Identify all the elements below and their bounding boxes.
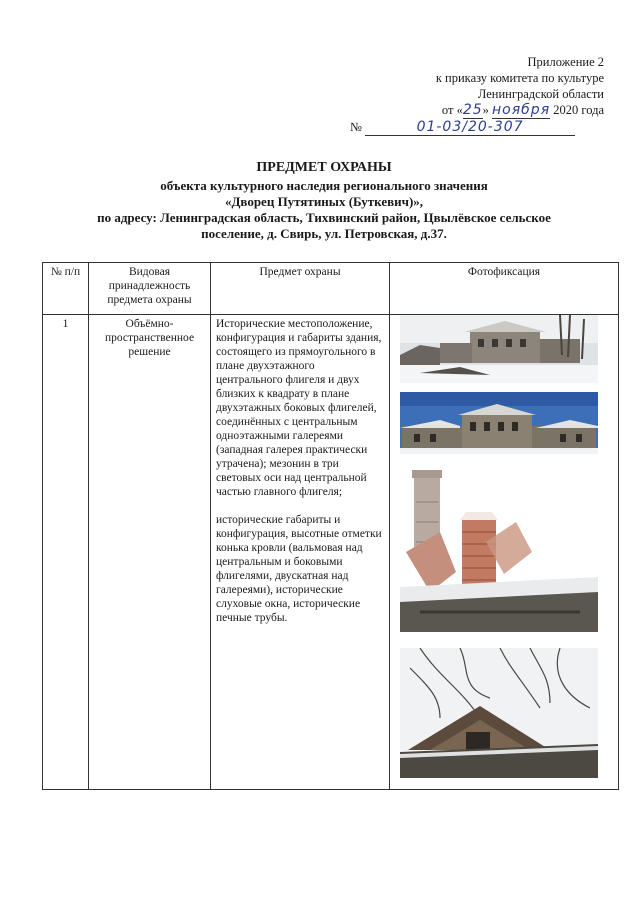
attachment-number: № 01-03/20-307 bbox=[344, 119, 604, 136]
photo-dormer-window bbox=[400, 648, 598, 778]
photo-building-overview bbox=[400, 315, 598, 383]
row-description bbox=[211, 315, 390, 790]
heading-line-3: по адресу: Ленинградская область, Тихвинский район, Цвылёвское сельское bbox=[97, 210, 551, 225]
attachment-date: от «25» ноября 2020 года bbox=[441, 102, 604, 118]
row-num: 1 bbox=[43, 315, 89, 790]
heading-line-2: «Дворец Путятиных (Буткевич)», bbox=[224, 194, 424, 209]
description-part-2: исторические габариты и конфигурация, высотные отметки конька кровли (вальмовая над центральным и боковыми флигелями, двускатная над галереями), исторические слуховые окна, исторические печные трубы. bbox=[216, 514, 382, 624]
photo-facade-blue-sky bbox=[400, 392, 598, 454]
handwritten-month: ноября bbox=[492, 102, 551, 118]
protection-table bbox=[42, 262, 619, 790]
attachment-line-1: Приложение 2 bbox=[527, 55, 604, 69]
attachment-line-2: к приказу комитета по культуре bbox=[435, 71, 604, 85]
handwritten-number: 01-03/20-307 bbox=[365, 119, 575, 136]
heading-line-4: поселение, д. Свирь, ул. Петровская, д.37. bbox=[201, 226, 447, 241]
row-kind: Объёмно-пространственное решение bbox=[89, 315, 211, 790]
description-part-1: Исторические местоположение, конфигурация и габариты здания, состоящего из прямоугольного в плане двухэтажного центрального флигеля и двух близких к квадрату в плане двухэтажных боковых флигелей, соединённых с центральным одноэтажными галереями (западная галерея практически утрачена); мезонин в три световых оси над центральной частью главного флигеля; bbox=[216, 318, 382, 498]
document-title: ПРЕДМЕТ ОХРАНЫ bbox=[256, 160, 392, 175]
header-kind: Видовая принадлежность предмета охраны bbox=[89, 263, 211, 315]
handwritten-day: 25 bbox=[462, 102, 483, 118]
header-num: № п/п bbox=[43, 263, 89, 315]
attachment-block bbox=[344, 54, 604, 136]
table-header-row bbox=[43, 263, 619, 315]
table-row bbox=[43, 315, 619, 790]
header-photo: Фотофиксация bbox=[390, 263, 619, 315]
attachment-line-3: Ленинградской области bbox=[477, 87, 604, 101]
photo-brick-chimneys bbox=[400, 462, 598, 632]
document-heading bbox=[30, 160, 618, 242]
heading-line-1: объекта культурного наследия регионального значения bbox=[160, 178, 488, 193]
photo-cell bbox=[390, 315, 619, 790]
header-subject: Предмет охраны bbox=[211, 263, 390, 315]
